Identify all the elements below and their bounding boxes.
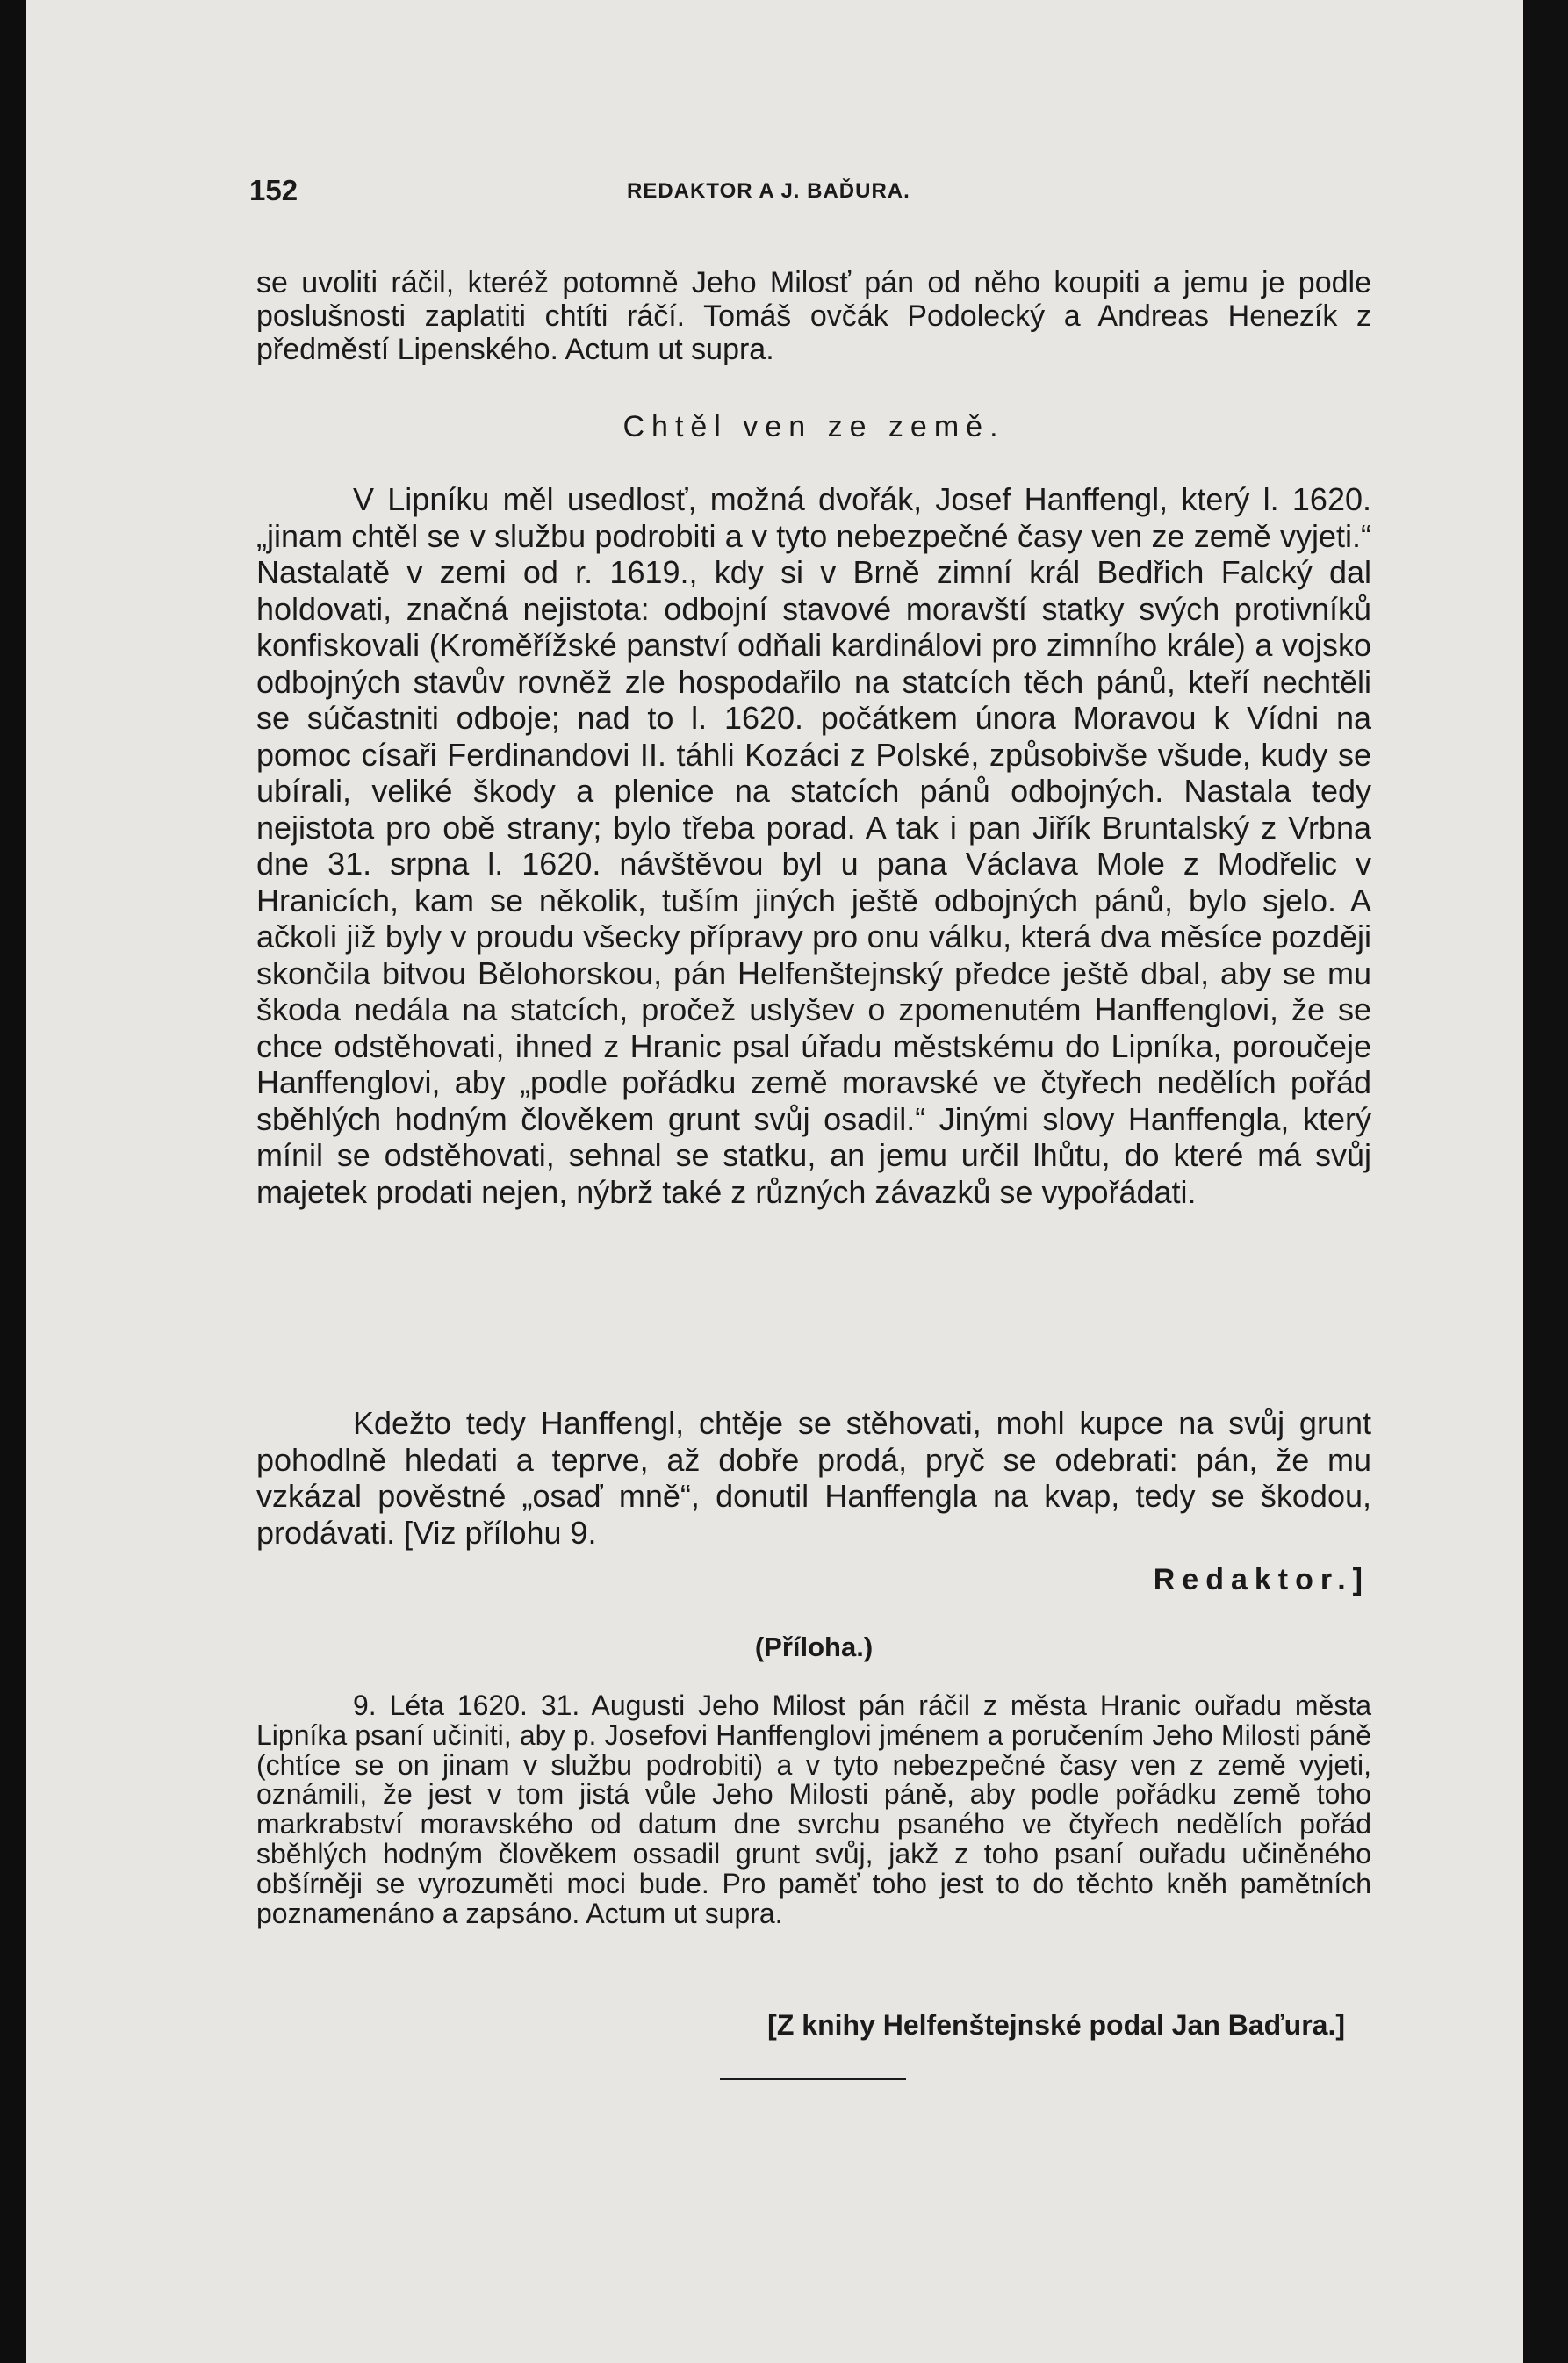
intro-text: se uvoliti ráčil, kteréž potomně Jeho Milosť pán od něho koupiti a jemu je podle poslušnosti zaplatiti chtíti ráčí. Tomáš ovčák Podolecký a Andreas Henezík z předměstí Lipenského. Actum ut supra.	[256, 266, 1371, 366]
closing-rule	[720, 2078, 906, 2080]
intro-paragraph	[256, 266, 1371, 366]
body-paragraph-1	[256, 481, 1371, 1210]
annex-title: (Příloha.)	[754, 1632, 874, 1662]
page-number: 152	[249, 174, 298, 206]
section-heading: Chtěl ven ze země.	[622, 410, 1005, 443]
annex-paragraph	[256, 1691, 1371, 1928]
body-text-1: V Lipníku měl usedlosť, možná dvořák, Josef Hanffengl, který l. 1620. „jinam chtěl se v službu podrobiti a v tyto nebezpečné časy ven ze země vyjeti.“ Nastalatě v zemi od r. 1619., kdy si v Brně zimní král Bedřich Falcký dal holdovati, značná nejistota: odbojní stavové moravští statky svých protivníků konfiskovali (Kroměřížské panství odňali kardinálovi pro zimního krále) a vojsko odbojných stavův rovněž zle hospodařilo na statcích těch pánů, kteří nechtěli se súčastniti odboje; nad to l. 1620. počátkem února Moravou k Vídni na pomoc císaři Ferdinandovi II. táhli Kozáci z Polské, způsobivše všude, kudy se ubírali, veliké škody a plenice na statcích pánů odbojných. Nastala tedy nejistota pro obě strany; bylo třeba porad. A tak i pan Jiřík Bruntalský z Vrbna dne 31. srpna l. 1620. návštěvou byl u pana Václava Mole z Modřelic v Hranicích, kam se několik, tuším jiných ještě odbojných pánů, bylo sjelo. A ačkoli již byly v proudu všecky přípravy pro onu válku, která dva měsíce později skončila bitvou Bělohorskou, pán Helfenštejnský předce ještě dbal, aby se mu škoda nedála na statcích, pročež uslyšev o zpomenutém Hanffenglovi, že se chce odstěhovati, ihned z Hranic psal úřadu městskému do Lipníka, poroučeje Hanffenglovi, aby „podle pořádku země moravské ve čtyřech nedělích pořád sběhlých hodným člověkem grunt svůj osadil.“ Jinými slovy Hanffengla, který mínil se odstěhovati, sehnal se statku, an jemu určil lhůtu, do které má svůj majetek prodati nejen, nýbrž také z různých závazků se vypořádati.	[256, 481, 1371, 1210]
running-title: REDAKTOR A J. BAĎURA.	[627, 179, 910, 203]
annex-text: 9. Léta 1620. 31. Augusti Jeho Milost pán ráčil z města Hranic ouřadu města Lipníka psaní učiniti, aby p. Josefovi Hanffenglovi jménem a poručením Jeho Milosti páně (chtíce se on jinam v službu podrobiti) a v tyto nebezpečné časy ven z země vyjeti, oznámili, že jest v tom jistá vůle Jeho Milosti páně, aby podle pořádku země toho markrabství moravského od datum dne svrchu psaného ve čtyřech nedělích pořád sběhlých hodným člověkem ossadil grunt svůj, jakž z toho psaní ouřadu učiněného obšírněji se vyrozuměti moci bude. Pro paměť toho jest to do těchto kněh pamětních poznamenáno a zapsáno. Actum ut supra.	[256, 1689, 1371, 1929]
body-paragraph-2	[256, 1405, 1371, 1551]
page-header	[249, 174, 1373, 209]
scanned-page	[26, 0, 1523, 2363]
body-text-2: Kdežto tedy Hanffengl, chtěje se stěhovati, mohl kupce na svůj grunt pohodlně hledati a teprve, až dobře prodá, pryč se odebrati: pán, že mu vzkázal pověstné „osaď mně“, donutil Hanffengla na kvap, tedy se škodou, prodávati. [Viz přílohu 9.	[256, 1405, 1371, 1551]
editor-signature: Redaktor.]	[1153, 1563, 1370, 1596]
source-note: [Z knihy Helfenštejnské podal Jan Baďura.]	[767, 2009, 1345, 2041]
